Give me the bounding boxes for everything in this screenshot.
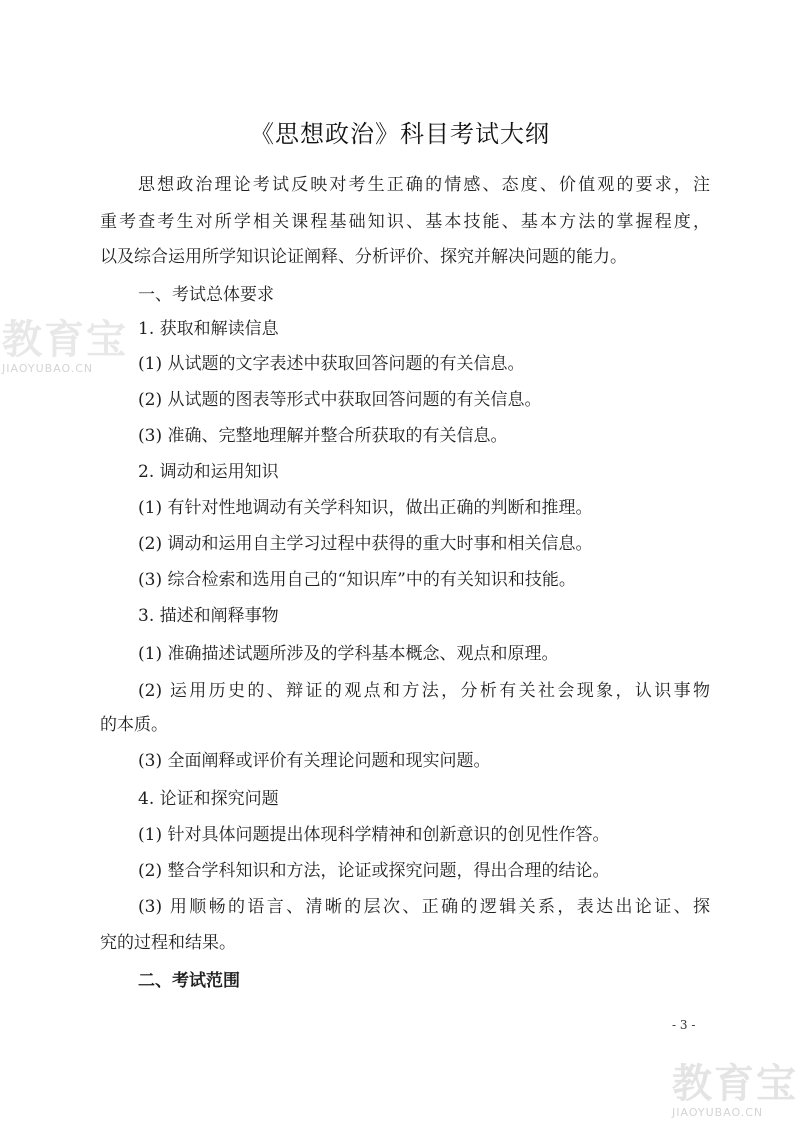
item3-point-1: (1) 准确描述试题所涉及的学科基本概念、观点和原理。: [138, 644, 559, 664]
watermark-text: 教育宝: [2, 317, 128, 363]
item3-point-2: (2) 运用历史的、辩证的观点和方法，分析有关社会现象，认识事物: [138, 681, 710, 701]
watermark-url: JIAOYUBAO.CN: [672, 1106, 764, 1119]
section-heading-requirements: 一、考试总体要求: [138, 285, 274, 305]
item3-point-2-continued: 的本质。: [100, 715, 168, 735]
item-heading-1: 1. 获取和解读信息: [138, 319, 279, 339]
item-heading-4: 4. 论证和探究问题: [138, 789, 279, 809]
intro-line-3: 以及综合运用所学知识论证阐释、分析评价、探究并解决问题的能力。: [100, 247, 627, 267]
item4-point-3-continued: 究的过程和结果。: [100, 933, 236, 953]
item-heading-2: 2. 调动和运用知识: [138, 462, 279, 482]
item2-point-3: (3) 综合检索和选用自己的“知识库”中的有关知识和技能。: [138, 570, 576, 590]
intro-line-2: 重考查考生对所学相关课程基础知识、基本技能、基本方法的掌握程度，: [100, 212, 710, 232]
watermark-url: JIAOYUBAO.CN: [2, 362, 94, 375]
item1-point-2: (2) 从试题的图表等形式中获取回答问题的有关信息。: [138, 390, 542, 410]
document-title: 《思想政治》科目考试大纲: [250, 120, 550, 148]
item2-point-1: (1) 有针对性地调动有关学科知识，做出正确的判断和推理。: [138, 498, 593, 518]
watermark-bottom-right: [672, 1062, 798, 1119]
item1-point-3: (3) 准确、完整地理解并整合所获取的有关信息。: [138, 426, 508, 446]
item3-point-3: (3) 全面阐释或评价有关理论问题和现实问题。: [138, 751, 491, 771]
item4-point-2: (2) 整合学科知识和方法，论证或探究问题，得出合理的结论。: [138, 861, 610, 881]
item1-point-1: (1) 从试题的文字表述中获取回答问题的有关信息。: [138, 354, 525, 374]
item2-point-2: (2) 调动和运用自主学习过程中获得的重大时事和相关信息。: [138, 534, 593, 554]
page-number: - 3 -: [672, 1018, 696, 1032]
item-heading-3: 3. 描述和阐释事物: [138, 606, 279, 626]
item4-point-3: (3) 用顺畅的语言、清晰的层次、正确的逻辑关系，表达出论证、探: [138, 897, 710, 917]
item4-point-1: (1) 针对具体问题提出体现科学精神和创新意识的创见性作答。: [138, 825, 610, 845]
watermark-left: [2, 318, 128, 375]
watermark-text: 教育宝: [672, 1061, 798, 1107]
section-heading-scope: 二、考试范围: [138, 971, 240, 991]
intro-line-1: 思想政治理论考试反映对考生正确的情感、态度、价值观的要求，注: [138, 175, 710, 195]
